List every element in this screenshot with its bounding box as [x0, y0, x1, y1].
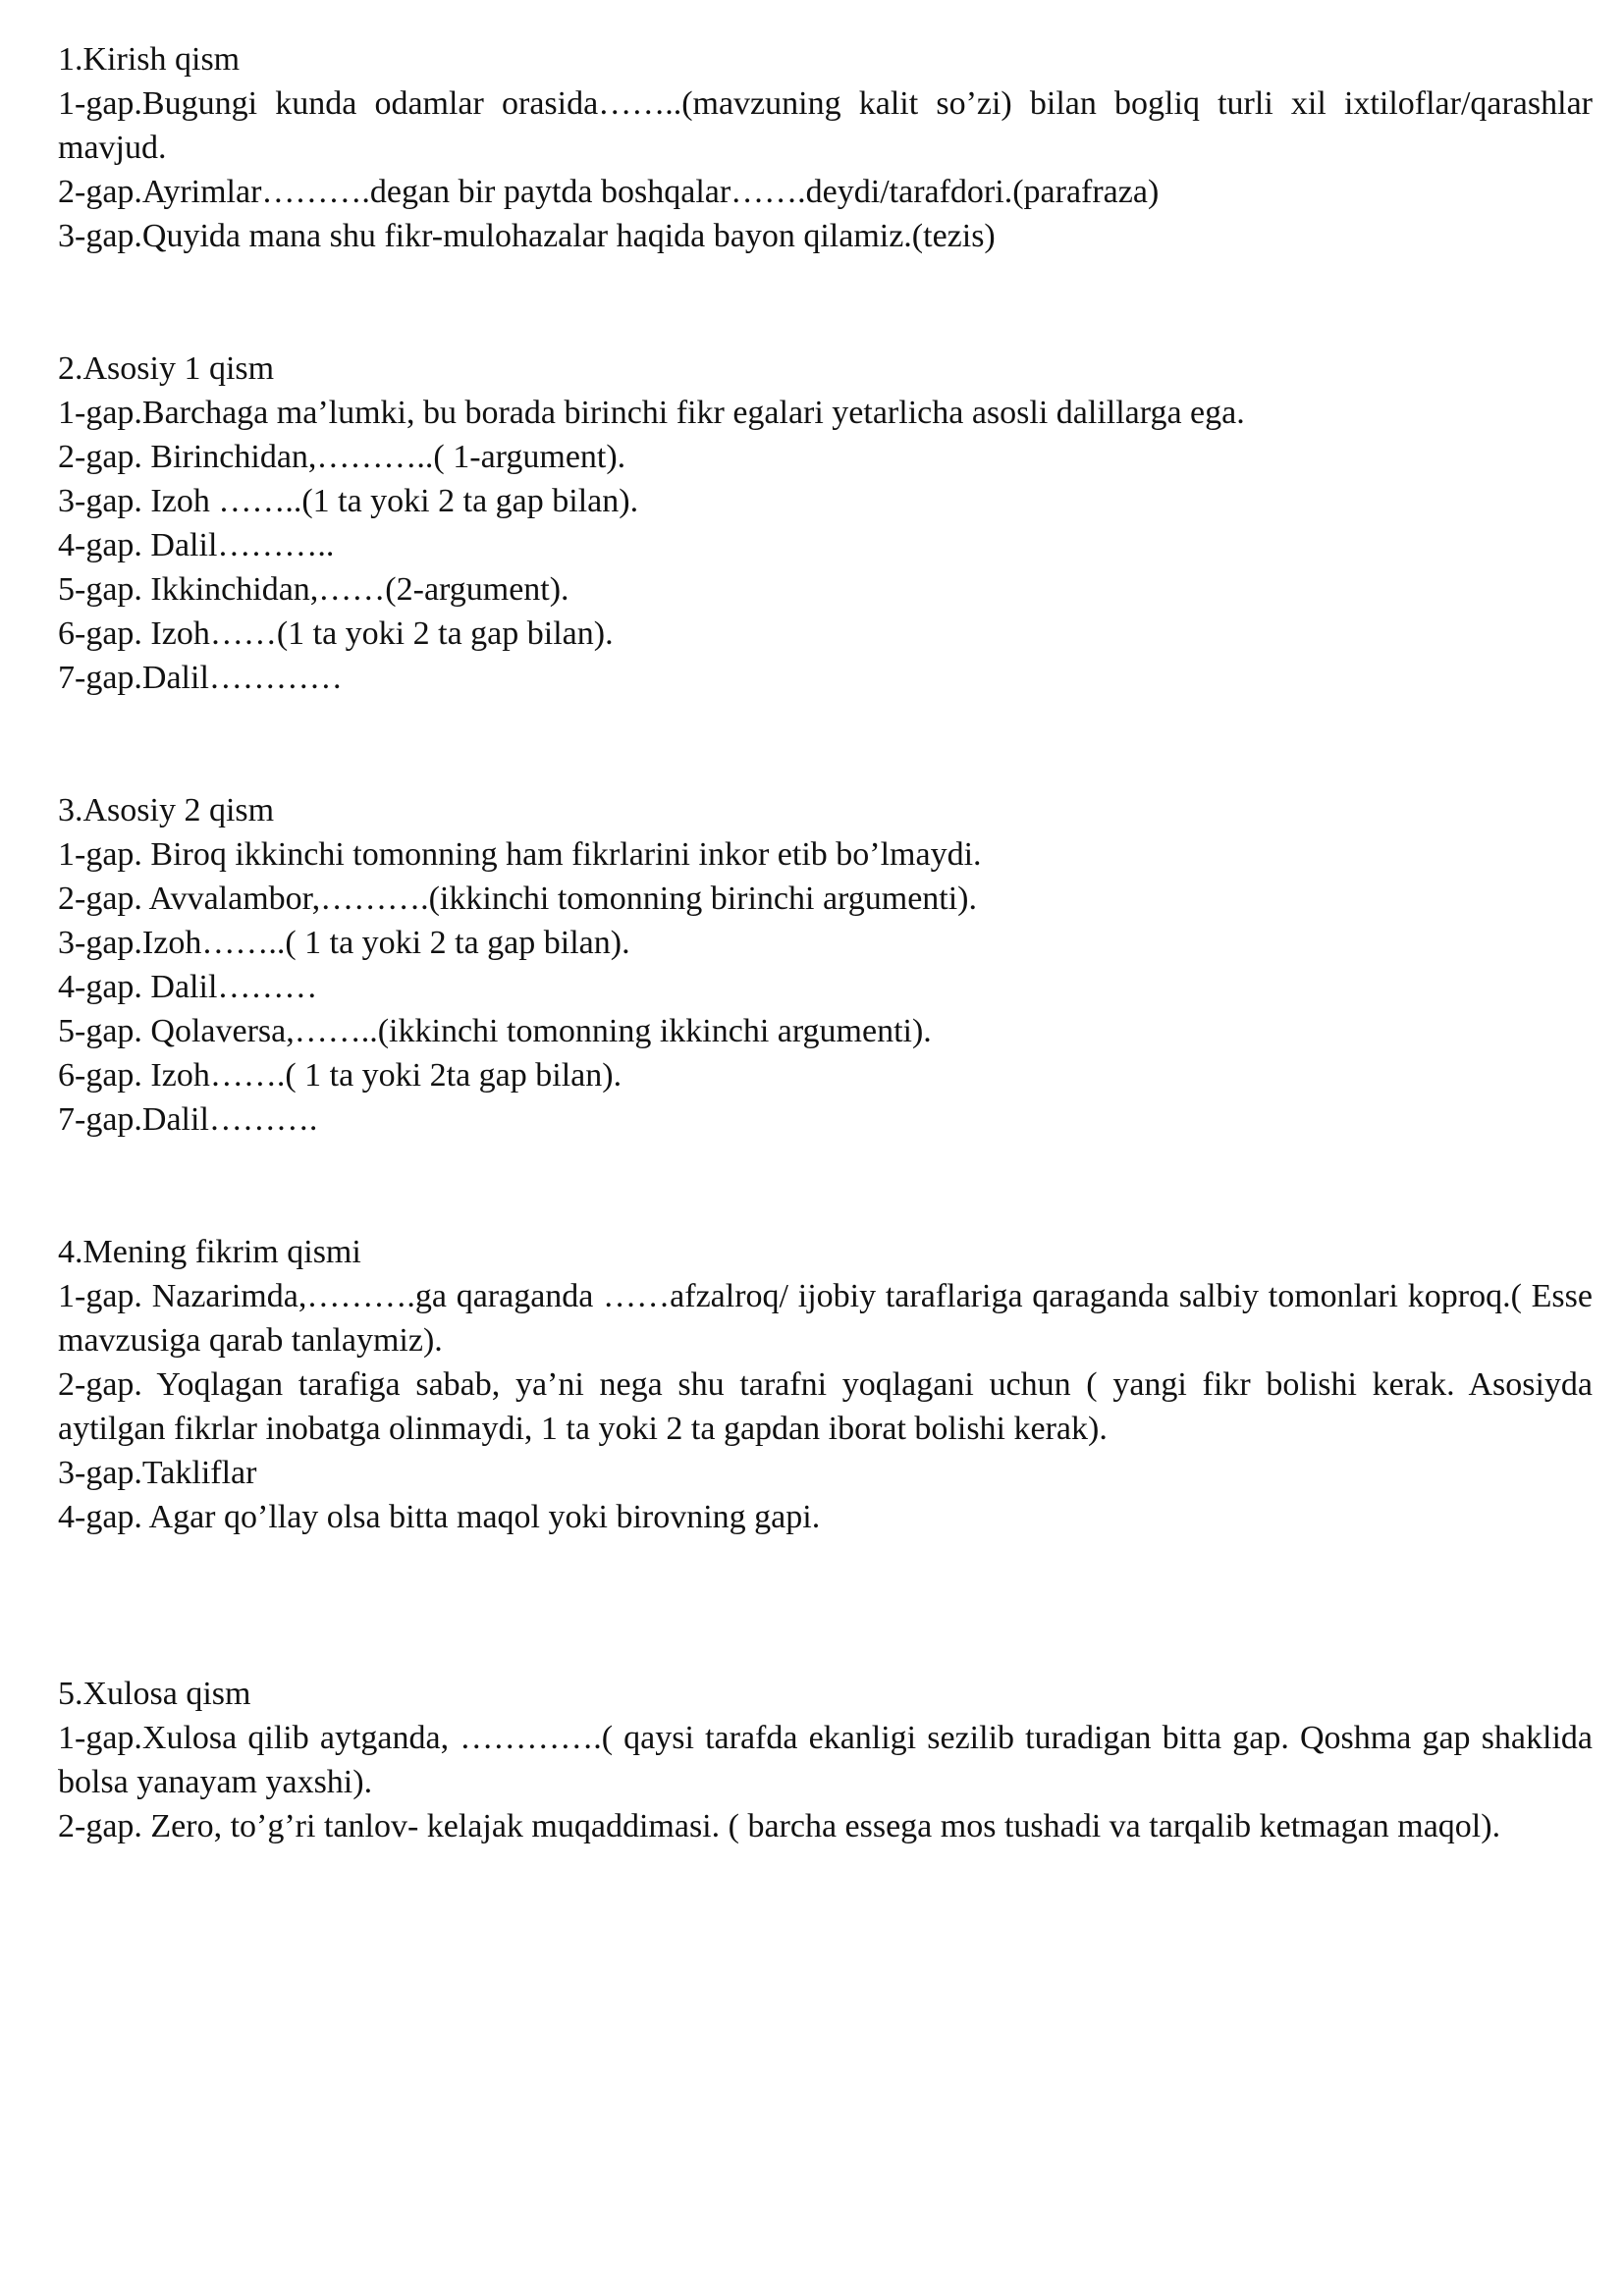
section-heading: 2.Asosiy 1 qism: [58, 350, 275, 387]
sentence-line: 1-gap.Xulosa qilib aytganda, ………….( qaysi tarafda ekanligi sezilib turadigan bitta gap. Qoshma gap shaklida bolsa yanayam yaxshi).: [58, 1720, 1593, 1800]
sentence-line: 3-gap.Quyida mana shu fikr-mulohazalar haqida bayon qilamiz.(tezis): [58, 218, 996, 254]
section-heading: 3.Asosiy 2 qism: [58, 792, 275, 828]
sentence-line: 2-gap. Birinchidan,………..( 1-argument).: [58, 439, 626, 475]
sentence-line: 2-gap. Avvalambor,……….(ikkinchi tomonning birinchi argumenti).: [58, 881, 977, 917]
sentence-line: 2-gap. Zero, to’g’ri tanlov- kelajak muqaddimasi. ( barcha essega mos tushadi va tarqalib ketmagan maqol).: [58, 1808, 1501, 1844]
section-heading: 4.Mening fikrim qismi: [58, 1234, 361, 1270]
section-mening-fikrim: [58, 1230, 1593, 1539]
sentence-line: 1-gap. Biroq ikkinchi tomonning ham fikrlarini inkor etib bo’lmaydi.: [58, 836, 982, 873]
sentence-line: 1-gap.Bugungi kunda odamlar orasida……..(mavzuning kalit so’zi) bilan bogliq turli xil ixtiloflar/qarashlar mavjud.: [58, 85, 1593, 166]
sentence-line: 1-gap.Barchaga ma’lumki, bu borada birinchi fikr egalari yetarlicha asosli dalillarga ega.: [58, 395, 1245, 431]
sentence-line: 6-gap. Izoh……(1 ta yoki 2 ta gap bilan).: [58, 615, 614, 652]
sentence-line: 4-gap. Agar qo’llay olsa bitta maqol yoki birovning gapi.: [58, 1499, 821, 1535]
sentence-line: 5-gap. Ikkinchidan,……(2-argument).: [58, 571, 569, 608]
sentence-line: 2-gap. Yoqlagan tarafiga sabab, ya’ni nega shu tarafni yoqlagani uchun ( yangi fikr bolishi kerak. Asosiyda aytilgan fikrlar inobatga olinmaydi, 1 ta yoki 2 ta gapdan iborat bolishi kerak).: [58, 1366, 1593, 1447]
sentence-line: 1-gap. Nazarimda,……….ga qaraganda ……afzalroq/ ijobiy taraflariga qaraganda salbiy tomonlari koproq.( Esse mavzusiga qarab tanlaymiz).: [58, 1278, 1593, 1359]
sentence-line: 4-gap. Dalil………: [58, 969, 318, 1005]
sentence-line: 3-gap.Izoh……..( 1 ta yoki 2 ta gap bilan).: [58, 925, 630, 961]
sentence-line: 2-gap.Ayrimlar……….degan bir paytda boshqalar…….deydi/tarafdori.(parafraza): [58, 174, 1160, 210]
sentence-line: 5-gap. Qolaversa,……..(ikkinchi tomonning ikkinchi argumenti).: [58, 1013, 932, 1049]
section-kirish: [58, 37, 1593, 258]
sentence-line: 4-gap. Dalil………..: [58, 527, 335, 563]
sentence-line: 7-gap.Dalil……….: [58, 1101, 318, 1138]
section-xulosa: [58, 1672, 1593, 1848]
sentence-line: 3-gap.Takliflar: [58, 1455, 257, 1491]
section-asosiy-1: [58, 347, 1593, 700]
sentence-line: 6-gap. Izoh…….( 1 ta yoki 2ta gap bilan).: [58, 1057, 623, 1094]
section-asosiy-2: [58, 788, 1593, 1142]
section-heading: 1.Kirish qism: [58, 41, 241, 78]
sentence-line: 7-gap.Dalil…………: [58, 660, 343, 696]
sentence-line: 3-gap. Izoh ……..(1 ta yoki 2 ta gap bilan).: [58, 483, 639, 519]
document-page: [58, 37, 1593, 1848]
section-heading: 5.Xulosa qism: [58, 1676, 251, 1712]
